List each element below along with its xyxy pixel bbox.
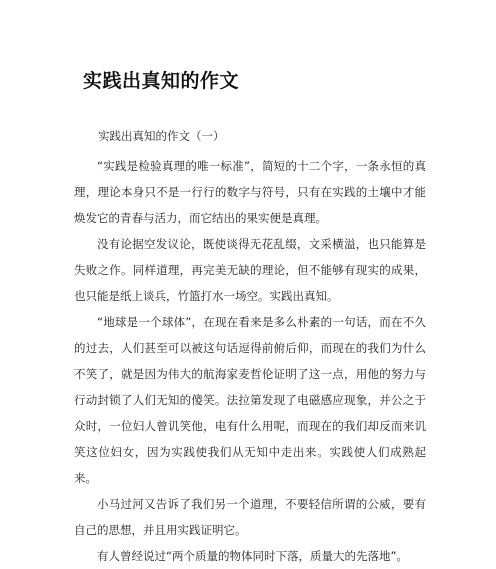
paragraph: 没有论据空发议论，既使谈得无花乱缀，文采横溢，也只能算是失败之作。同样道理，再完美无缺的理论，但不能够有现实的成果，也只能是纸上谈兵，竹篮打水一场空。实践出真知。 (74, 237, 426, 303)
page-title: 实践出真知的作文 (83, 70, 240, 92)
paragraph: “实践是检验真理的唯一标准”，简短的十二个字，一条永恒的真理，理论本身只不是一行行的数字与符号，只有在实践的土壤中才能焕发它的青春与活力，而它结出的果实便是真理。 (74, 159, 426, 225)
paragraph: “地球是一个球体”，在现在看来是多么朴素的一句话，而在不久的过去，人们甚至可以被这句话逗得前俯后仰，而现在的我们为什么不笑了，就是因为伟大的航海家麦哲伦证明了这一点，用他的努力与行动封锁了人们无知的傻笑。法拉第发现了电磁感应现象，并公之于众时，一位妇人曾讥笑他，电有什么用呢，而现在的我们却反而来讥笑这位妇女，因为实践使我们从无知中走出来。实践使人们成熟起来。 (74, 315, 426, 485)
article-body (74, 153, 426, 569)
paragraph: 有人曾经说过“两个质量的物体同时下落，质量大的先落地”。 (97, 549, 408, 563)
article-subtitle: 实践出真知的作文（一） (98, 129, 225, 143)
paragraph: 小马过河又告诉了我们另一个道理，不要轻信所谓的公威，要有自己的思想，并且用实践证明它。 (74, 497, 426, 537)
